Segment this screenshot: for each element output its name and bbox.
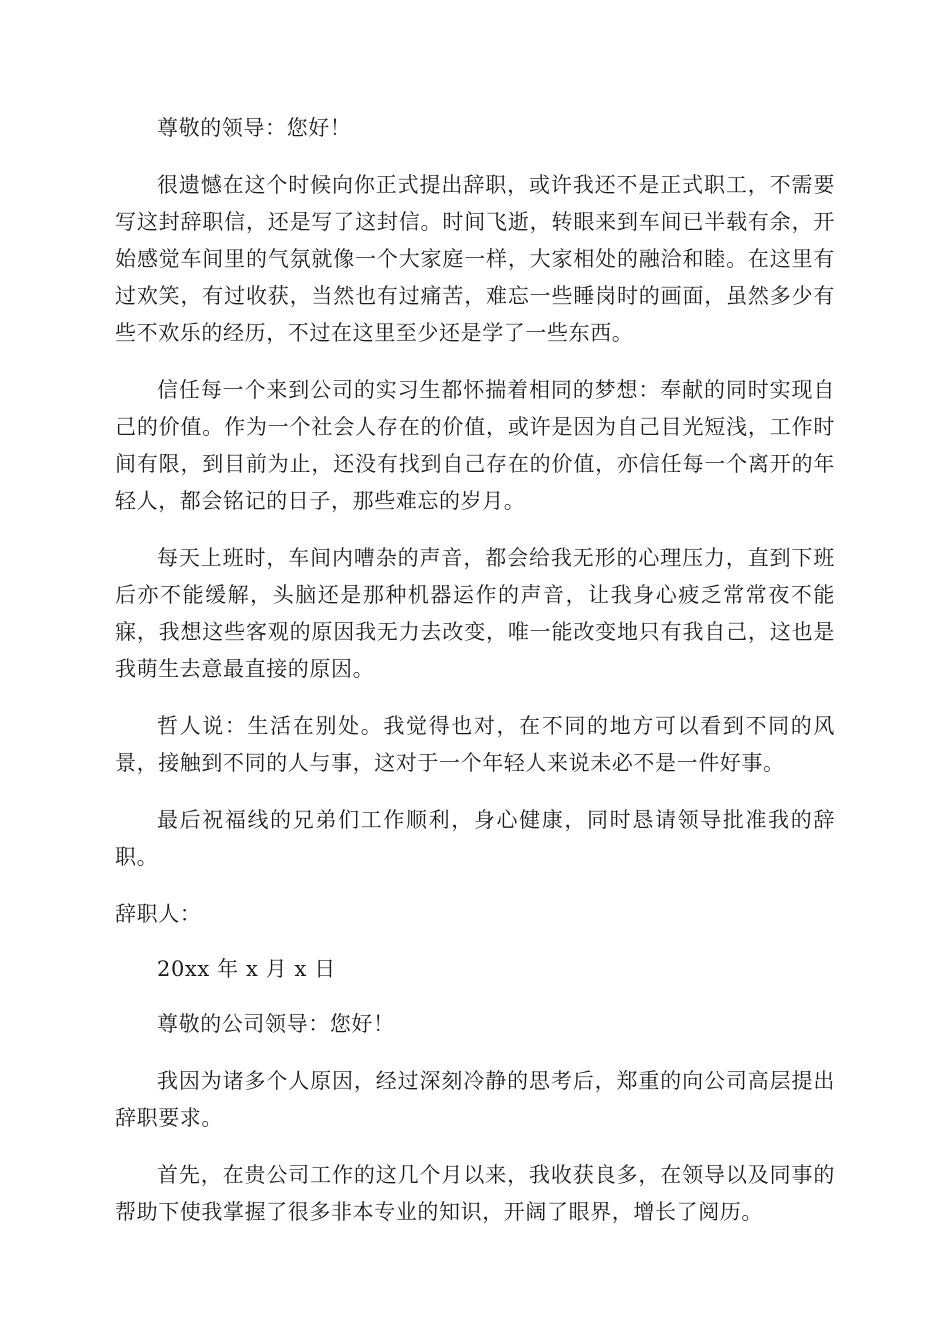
date-line: 20xx 年 x 月 x 日 — [157, 957, 336, 981]
paragraph-gratitude: 首先，在贵公司工作的这几个月以来，我收获良多，在领导以及同事的帮助下使我掌握了很多非本专业的知识，开阔了眼界，增长了阅历。 — [115, 1163, 835, 1224]
greeting-1: 尊敬的领导：您好！ — [157, 116, 352, 140]
paragraph-noise: 每天上班时，车间内嘈杂的声音，都会给我无形的心理压力，直到下班后亦不能缓解，头脑还是那种机器运作的声音，让我身心疲乏常常夜不能寐，我想这些客观的原因我无力去改变，唯一能改变地只有我自己，这也是我萌生去意最直接的原因。 — [115, 546, 835, 681]
paragraph-philosopher: 哲人说：生活在别处。我觉得也对，在不同的地方可以看到不同的风景，接触到不同的人与事，这对于一个年轻人来说未必不是一件好事。 — [115, 714, 835, 775]
letter-body — [115, 110, 835, 1251]
signature-label: 辞职人： — [115, 902, 202, 926]
paragraph-reasons: 我因为诸多个人原因，经过深刻冷静的思考后，郑重的向公司高层提出辞职要求。 — [115, 1069, 835, 1130]
paragraph-dreams: 信任每一个来到公司的实习生都怀揣着相同的梦想：奉献的同时实现自己的价值。作为一个社会人存在的价值，或许是因为自己目光短浅，工作时间有限，到目前为止，还没有找到自己存在的价值，亦信任每一个离开的年轻人，都会铭记的日子，那些难忘的岁月。 — [115, 378, 835, 513]
greeting-2: 尊敬的公司领导：您好！ — [157, 1012, 395, 1036]
paragraph-regret: 很遗憾在这个时候向你正式提出辞职，或许我还不是正式职工，不需要写这封辞职信，还是写了这封信。时间飞逝，转眼来到车间已半载有余，开始感觉车间里的气氛就像一个大家庭一样，大家相处的融洽和睦。在这里有过欢笑，有过收获，当然也有过痛苦，难忘一些睡岗时的画面，虽然多少有些不欢乐的经历，不过在这里至少还是学了一些东西。 — [115, 173, 835, 345]
paragraph-blessing: 最后祝福线的兄弟们工作顺利，身心健康，同时恳请领导批准我的辞职。 — [115, 808, 835, 869]
